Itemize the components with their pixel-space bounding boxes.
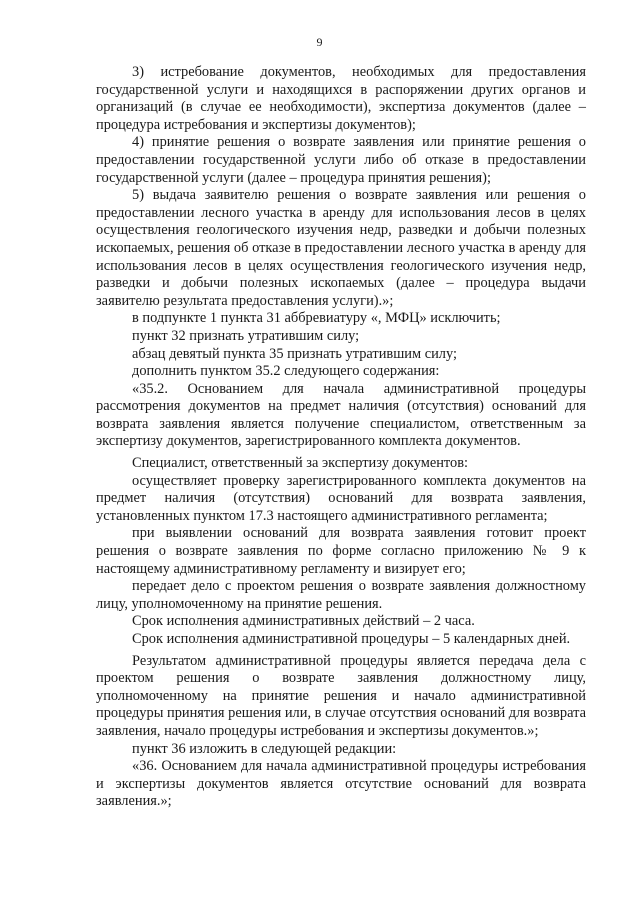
amendment-abbreviation-removal: в подпункте 1 пункта 31 аббревиатуру «, МФЦ» исключить; <box>132 310 501 327</box>
actions-deadline: Срок исполнения административных действий – 2 часа. <box>132 613 475 630</box>
procedure-deadline: Срок исполнения административной процедуры – 5 календарных дней. <box>132 631 571 647</box>
page-number: 9 <box>316 35 323 49</box>
amendment-point-35: абзац девятый пункта 35 признать утратившим силу; <box>132 345 457 362</box>
clause-36: «36. Основанием для начала административной процедуры истребования и экспертизы документов является отсутствие оснований для возврата заявления.»; <box>96 758 586 810</box>
specialist-duty-check: осуществляет проверку зарегистрированного комплекта документов на предмет наличия (отсутствия) оснований для возврата заявления, установленных пунктом 17.3 настоящего административного регламента; <box>96 472 586 524</box>
paragraph-item-3: 3) истребование документов, необходимых для предоставления государственной услуги и находящихся в распоряжении других органов и организаций (в случае ее необходимости), экспертиза документов (далее – процедура истребования и экспертизы документов); <box>96 64 586 133</box>
amendment-add-35-2: дополнить пунктом 35.2 следующего содержания: <box>132 363 440 380</box>
specialist-duty-transfer: передает дело с проектом решения о возврате заявления должностному лицу, уполномоченному на принятие решения. <box>96 578 586 612</box>
paragraph-item-5: 5) выдача заявителю решения о возврате заявления или решения о предоставлении лесного участка в аренду для использования лесов в целях осуществления геологического изучения недр, разведки и добычи полезных ископаемых, решения об отказе в предоставлении лесного участка в аренду для использования лесов в целях осуществления геологического изучения недр, разведки и добычи полезных ископаемых (далее – процедура выдачи заявителю результата предоставления услуги).»; <box>96 187 586 309</box>
specialist-duty-prepare: при выявлении оснований для возврата заявления готовит проект решения о возврате заявления по форме согласно приложению № 9 к настоящему административному регламенту и визирует его; <box>96 525 586 577</box>
specialist-heading: Специалист, ответственный за экспертизу документов: <box>132 455 468 472</box>
document-body <box>96 64 586 811</box>
procedure-result: Результатом административной процедуры является передача дела с проектом решения о возврате заявления должностному лицу, уполномоченному на принятие решения и начало административной процедуры принятия решения или, в случае отсутствия оснований для возврата заявления, начало процедуры истребования и экспертизы документов.»; <box>96 652 586 739</box>
clause-35-2: «35.2. Основанием для начала административной процедуры рассмотрения документов на предмет наличия (отсутствия) оснований для возврата заявления является получение специалистом, ответственным за экспертизу документов, зарегистрированного комплекта документов. <box>96 380 586 450</box>
amendment-point-36: пункт 36 изложить в следующей редакции: <box>132 740 397 757</box>
paragraph-item-4: 4) принятие решения о возврате заявления или принятие решения о предоставлении государственной услуги либо об отказе в предоставлении государственной услуги (далее – процедура принятия решения); <box>96 134 586 186</box>
amendment-point-32: пункт 32 признать утратившим силу; <box>132 327 360 344</box>
